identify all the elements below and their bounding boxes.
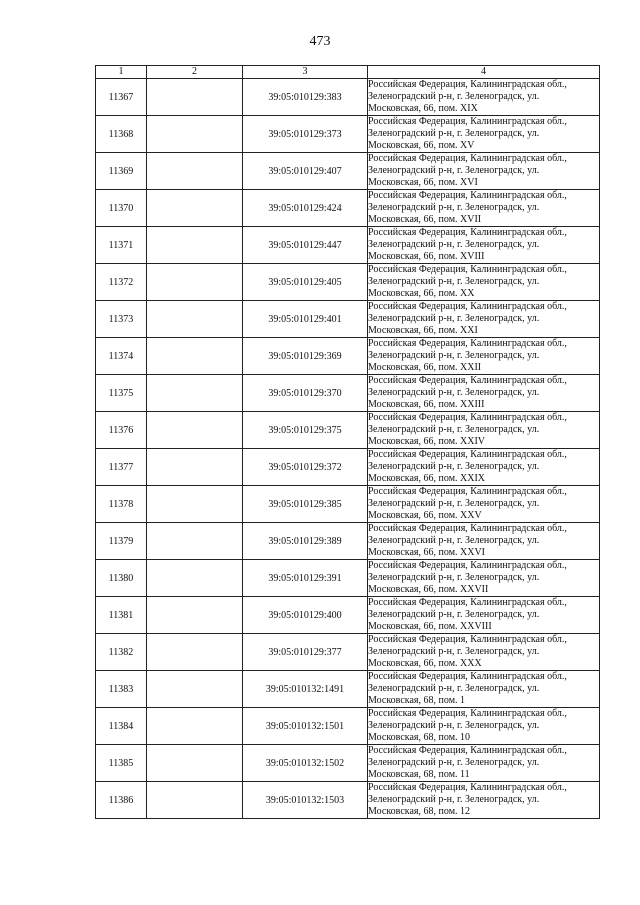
table-row [96, 486, 600, 523]
address-line-1: Российская Федерация, Калининградская обл., [368, 486, 567, 497]
address-cell [368, 153, 600, 190]
address-line-3: Московская, 66, пом. XXVI [368, 547, 486, 558]
address-line-3: Московская, 66, пом. XXVIII [368, 621, 492, 632]
table-row [96, 449, 600, 486]
address-line-2: Зеленоградский р-н, г. Зеленоградск, ул. [368, 424, 540, 435]
address-line-2: Зеленоградский р-н, г. Зеленоградск, ул. [368, 128, 540, 139]
address-line-1: Российская Федерация, Калининградская обл., [368, 79, 567, 90]
table-row [96, 190, 600, 227]
address-cell [368, 486, 600, 523]
address-line-2: Зеленоградский р-н, г. Зеленоградск, ул. [368, 239, 540, 250]
cadastral-number: 39:05:010129:389 [243, 523, 368, 560]
cadastral-number: 39:05:010132:1501 [243, 708, 368, 745]
address-cell [368, 227, 600, 264]
table-row [96, 782, 600, 819]
address-line-2: Зеленоградский р-н, г. Зеленоградск, ул. [368, 165, 540, 176]
row-column-2 [147, 486, 243, 523]
row-column-2 [147, 153, 243, 190]
address-line-2: Зеленоградский р-н, г. Зеленоградск, ул. [368, 313, 540, 324]
row-number: 11385 [96, 745, 147, 782]
address-line-1: Российская Федерация, Калининградская обл., [368, 301, 567, 312]
row-column-2 [147, 745, 243, 782]
address-line-3: Московская, 68, пом. 11 [368, 769, 470, 780]
table-row [96, 301, 600, 338]
address-line-2: Зеленоградский р-н, г. Зеленоградск, ул. [368, 387, 540, 398]
cadastral-number: 39:05:010129:401 [243, 301, 368, 338]
table-row [96, 634, 600, 671]
address-cell [368, 375, 600, 412]
address-cell [368, 597, 600, 634]
address-line-3: Московская, 66, пом. XV [368, 140, 475, 151]
row-number: 11382 [96, 634, 147, 671]
address-line-2: Зеленоградский р-н, г. Зеленоградск, ул. [368, 535, 540, 546]
address-line-3: Московская, 66, пом. XVI [368, 177, 478, 188]
cadastral-number: 39:05:010129:377 [243, 634, 368, 671]
row-column-2 [147, 708, 243, 745]
address-line-3: Московская, 66, пом. XX [368, 288, 475, 299]
address-line-2: Зеленоградский р-н, г. Зеленоградск, ул. [368, 720, 540, 731]
row-column-2 [147, 227, 243, 264]
cadastral-number: 39:05:010129:375 [243, 412, 368, 449]
table-row [96, 375, 600, 412]
address-cell [368, 634, 600, 671]
row-number: 11379 [96, 523, 147, 560]
address-line-3: Московская, 68, пом. 1 [368, 695, 466, 706]
cadastral-number: 39:05:010132:1503 [243, 782, 368, 819]
row-column-2 [147, 523, 243, 560]
cadastral-number: 39:05:010129:370 [243, 375, 368, 412]
cadastral-number: 39:05:010132:1491 [243, 671, 368, 708]
address-line-3: Московская, 66, пом. XXIV [368, 436, 486, 447]
address-line-2: Зеленоградский р-н, г. Зеленоградск, ул. [368, 794, 540, 805]
address-cell [368, 412, 600, 449]
address-cell [368, 745, 600, 782]
cadastral-number: 39:05:010129:373 [243, 116, 368, 153]
cadastral-number: 39:05:010129:385 [243, 486, 368, 523]
address-line-2: Зеленоградский р-н, г. Зеленоградск, ул. [368, 498, 540, 509]
address-cell [368, 449, 600, 486]
cadastral-number: 39:05:010132:1502 [243, 745, 368, 782]
table-row [96, 227, 600, 264]
address-line-2: Зеленоградский р-н, г. Зеленоградск, ул. [368, 683, 540, 694]
address-line-1: Российская Федерация, Калининградская обл., [368, 671, 567, 682]
address-line-3: Московская, 66, пом. XIX [368, 103, 478, 114]
address-line-1: Российская Федерация, Калининградская обл., [368, 116, 567, 127]
row-number: 11367 [96, 79, 147, 116]
address-line-2: Зеленоградский р-н, г. Зеленоградск, ул. [368, 572, 540, 583]
address-line-2: Зеленоградский р-н, г. Зеленоградск, ул. [368, 646, 540, 657]
row-number: 11377 [96, 449, 147, 486]
row-number: 11373 [96, 301, 147, 338]
row-column-2 [147, 449, 243, 486]
address-line-2: Зеленоградский р-н, г. Зеленоградск, ул. [368, 91, 540, 102]
table-row [96, 79, 600, 116]
address-line-3: Московская, 66, пом. XXI [368, 325, 478, 336]
page-number: 473 [309, 34, 331, 49]
address-line-1: Российская Федерация, Калининградская обл., [368, 190, 567, 201]
address-line-1: Российская Федерация, Калининградская обл., [368, 782, 567, 793]
address-cell [368, 560, 600, 597]
address-line-1: Российская Федерация, Калининградская обл., [368, 745, 567, 756]
address-line-3: Московская, 66, пом. XXII [368, 362, 482, 373]
cadastral-number: 39:05:010129:372 [243, 449, 368, 486]
address-line-2: Зеленоградский р-н, г. Зеленоградск, ул. [368, 276, 540, 287]
address-line-3: Московская, 68, пом. 10 [368, 732, 471, 743]
address-cell [368, 190, 600, 227]
address-line-2: Зеленоградский р-н, г. Зеленоградск, ул. [368, 609, 540, 620]
row-column-2 [147, 79, 243, 116]
table-row [96, 116, 600, 153]
table-row [96, 264, 600, 301]
address-cell [368, 338, 600, 375]
address-line-1: Российская Федерация, Калининградская обл., [368, 227, 567, 238]
address-line-1: Российская Федерация, Калининградская обл., [368, 153, 567, 164]
address-line-1: Российская Федерация, Калининградская обл., [368, 560, 567, 571]
cadastral-number: 39:05:010129:391 [243, 560, 368, 597]
address-cell [368, 782, 600, 819]
address-cell [368, 708, 600, 745]
row-column-2 [147, 301, 243, 338]
row-column-2 [147, 560, 243, 597]
table-row [96, 708, 600, 745]
address-line-3: Московская, 66, пом. XVII [368, 214, 482, 225]
row-column-2 [147, 597, 243, 634]
address-line-2: Зеленоградский р-н, г. Зеленоградск, ул. [368, 350, 540, 361]
row-number: 11368 [96, 116, 147, 153]
cadastral-number: 39:05:010129:405 [243, 264, 368, 301]
row-number: 11375 [96, 375, 147, 412]
row-number: 11369 [96, 153, 147, 190]
address-line-1: Российская Федерация, Калининградская обл., [368, 412, 567, 423]
address-cell [368, 301, 600, 338]
row-column-2 [147, 671, 243, 708]
address-cell [368, 116, 600, 153]
row-number: 11384 [96, 708, 147, 745]
address-line-3: Московская, 66, пом. XXV [368, 510, 482, 521]
cadastral-number: 39:05:010129:369 [243, 338, 368, 375]
address-line-2: Зеленоградский р-н, г. Зеленоградск, ул. [368, 461, 540, 472]
column-header-2: 2 [147, 66, 243, 79]
row-number: 11380 [96, 560, 147, 597]
header-row [96, 66, 600, 79]
address-line-1: Российская Федерация, Калининградская обл., [368, 264, 567, 275]
address-line-2: Зеленоградский р-н, г. Зеленоградск, ул. [368, 757, 540, 768]
row-column-2 [147, 190, 243, 227]
row-column-2 [147, 412, 243, 449]
table-row [96, 671, 600, 708]
row-number: 11383 [96, 671, 147, 708]
table-body [96, 79, 600, 819]
column-header-1: 1 [96, 66, 147, 79]
cadastral-number: 39:05:010129:424 [243, 190, 368, 227]
row-number: 11370 [96, 190, 147, 227]
row-column-2 [147, 264, 243, 301]
address-line-1: Российская Федерация, Калининградская обл., [368, 634, 567, 645]
address-line-2: Зеленоградский р-н, г. Зеленоградск, ул. [368, 202, 540, 213]
table-row [96, 745, 600, 782]
address-line-3: Московская, 66, пом. XXX [368, 658, 482, 669]
row-number: 11371 [96, 227, 147, 264]
row-column-2 [147, 782, 243, 819]
table-row [96, 153, 600, 190]
registry-table [95, 65, 600, 819]
column-header-4: 4 [368, 66, 600, 79]
cadastral-number: 39:05:010129:447 [243, 227, 368, 264]
row-number: 11376 [96, 412, 147, 449]
row-column-2 [147, 375, 243, 412]
address-line-1: Российская Федерация, Калининградская обл., [368, 597, 567, 608]
address-cell [368, 671, 600, 708]
address-line-3: Московская, 66, пом. XXVII [368, 584, 489, 595]
table-row [96, 597, 600, 634]
address-line-1: Российская Федерация, Калининградская обл., [368, 338, 567, 349]
address-line-1: Российская Федерация, Калининградская обл., [368, 449, 567, 460]
address-line-3: Московская, 66, пом. XVIII [368, 251, 485, 262]
column-header-3: 3 [243, 66, 368, 79]
row-number: 11374 [96, 338, 147, 375]
address-line-1: Российская Федерация, Калининградская обл., [368, 523, 567, 534]
address-line-3: Московская, 66, пом. XXIII [368, 399, 485, 410]
address-cell [368, 264, 600, 301]
row-number: 11381 [96, 597, 147, 634]
table-row [96, 560, 600, 597]
row-column-2 [147, 116, 243, 153]
address-line-3: Московская, 68, пом. 12 [368, 806, 471, 817]
table-row [96, 338, 600, 375]
table-row [96, 412, 600, 449]
cadastral-number: 39:05:010129:383 [243, 79, 368, 116]
row-number: 11386 [96, 782, 147, 819]
row-number: 11372 [96, 264, 147, 301]
row-column-2 [147, 634, 243, 671]
address-cell [368, 523, 600, 560]
table-row [96, 523, 600, 560]
row-column-2 [147, 338, 243, 375]
address-cell [368, 79, 600, 116]
address-line-3: Московская, 66, пом. XXIX [368, 473, 486, 484]
address-line-1: Российская Федерация, Калининградская обл., [368, 708, 567, 719]
cadastral-number: 39:05:010129:400 [243, 597, 368, 634]
cadastral-number: 39:05:010129:407 [243, 153, 368, 190]
address-line-1: Российская Федерация, Калининградская обл., [368, 375, 567, 386]
row-number: 11378 [96, 486, 147, 523]
